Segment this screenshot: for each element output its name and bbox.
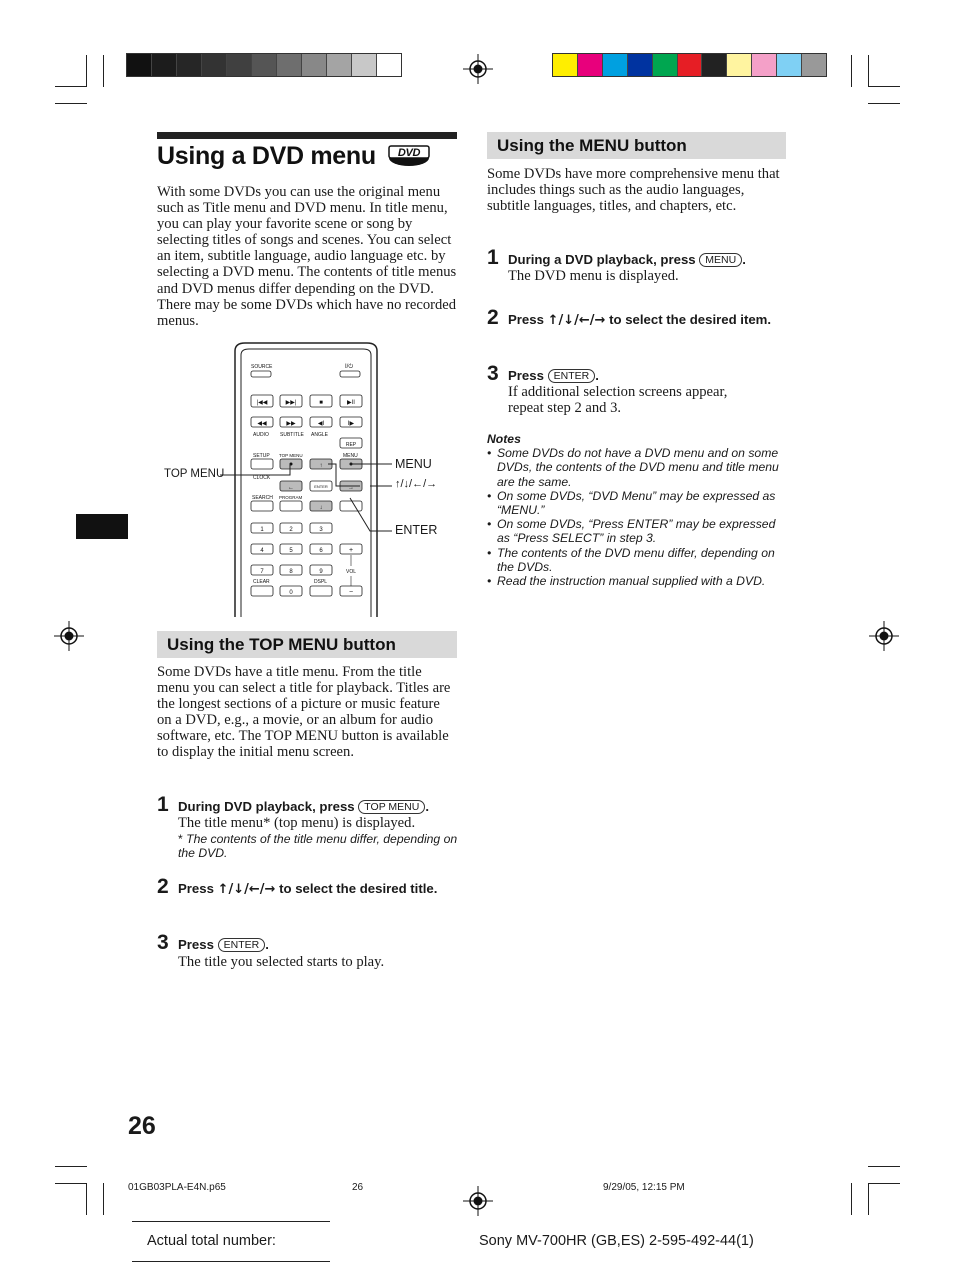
intro-paragraph: With some DVDs you can use the original menu such as Title menu and DVD menu. In title menu, you can play your favorite scene or song by selecting titles of songs and scenes. You can select an item, subtitle language, audio language etc. by selecting a DVD menu. The contents of title menus and DVD menus differ depending on the DVD. There may be some DVDs which have no recorded menus. xyxy=(157,184,457,329)
remote-menu-label: MENU xyxy=(343,453,358,459)
svg-text:VOL: VOL xyxy=(345,569,357,575)
top-menu-footnote: * The contents of the title menu differ, depending on the DVD. xyxy=(178,832,458,861)
calibration-swatch xyxy=(352,54,377,76)
svg-text:3: 3 xyxy=(319,527,323,533)
section-tab-marker xyxy=(76,514,128,539)
remote-clock-label: CLOCK xyxy=(253,475,271,481)
svg-text:■: ■ xyxy=(319,400,323,406)
bullet-icon: • xyxy=(487,446,492,461)
footer-rule-bottom xyxy=(132,1261,330,1262)
notes-title: Notes xyxy=(487,432,521,446)
svg-text:↓: ↓ xyxy=(319,505,323,511)
registration-mark-icon xyxy=(54,621,84,651)
top-menu-intro-block xyxy=(157,664,457,761)
svg-text:▶▶|: ▶▶| xyxy=(285,400,297,406)
menu-intro: Some DVDs have more comprehensive menu that includes things such as the audio languages, subtitle languages, titles, and chapters, etc. xyxy=(487,166,780,215)
top-menu-step-3-heading: Press ENTER . xyxy=(178,937,269,952)
notes-list xyxy=(487,446,787,588)
top-menu-step-2-heading: Press ↑/↓/←/→ to select the desired title. xyxy=(178,881,438,897)
menu-step-2-number: 2 xyxy=(487,306,499,329)
calibration-swatch xyxy=(578,54,603,76)
menu-step-1-heading: During a DVD playback, press MENU . xyxy=(508,252,746,267)
calibration-swatch xyxy=(653,54,678,76)
calibration-swatch xyxy=(752,54,777,76)
note-text: On some DVDs, “Press ENTER” may be expressed as “Press SELECT” in step 3. xyxy=(497,517,776,546)
callout-arrows: ↑/↓/←/→ xyxy=(395,478,438,490)
enter-button-label: ENTER xyxy=(548,369,596,383)
calibration-swatch xyxy=(277,54,302,76)
menu-step-2-heading: Press ↑/↓/←/→ to select the desired item. xyxy=(508,312,772,328)
title-rule xyxy=(157,132,457,139)
remote-program-label: PROGRAM xyxy=(279,495,303,500)
svg-text:5: 5 xyxy=(289,548,293,554)
dvd-logo-text: DVD xyxy=(397,147,420,159)
calibration-swatch xyxy=(202,54,227,76)
svg-text:I▶: I▶ xyxy=(347,421,355,427)
svg-text:9: 9 xyxy=(319,569,323,575)
remote-setup-label: SETUP xyxy=(253,453,270,459)
note-item xyxy=(487,546,787,574)
svg-text:→: → xyxy=(348,485,354,491)
calibration-swatch xyxy=(177,54,202,76)
notes-block xyxy=(487,432,787,588)
calibration-swatch xyxy=(702,54,727,76)
bullet-icon: • xyxy=(487,545,492,560)
remote-enter-label: ENTER xyxy=(314,484,328,489)
remote-audio-label: AUDIO xyxy=(253,432,269,438)
top-menu-step-1-heading: During DVD playback, press TOP MENU . xyxy=(178,799,430,814)
remote-source-button xyxy=(251,371,271,377)
remote-top-menu-label: TOP MENU xyxy=(279,453,303,458)
remote-transport-row-2 xyxy=(251,417,362,427)
top-menu-step-3-body: The title you selected starts to play. xyxy=(178,954,385,970)
registration-mark-icon xyxy=(463,54,493,84)
svg-text:4: 4 xyxy=(260,548,264,554)
menu-step-1-number: 1 xyxy=(487,246,499,269)
calibration-swatch xyxy=(603,54,628,76)
page-number: 26 xyxy=(128,1112,156,1140)
remote-transport-row-1 xyxy=(251,395,362,407)
menu-button-label: MENU xyxy=(699,253,742,267)
svg-text:▶▶: ▶▶ xyxy=(286,421,296,427)
svg-text:▶II: ▶II xyxy=(347,400,355,406)
remote-angle-label: ANGLE xyxy=(311,432,328,438)
note-text: On some DVDs, “DVD Menu” may be expressed as “MENU.” xyxy=(497,488,776,518)
remote-source-label: SOURCE xyxy=(251,364,273,370)
calibration-swatch xyxy=(553,54,578,76)
calibration-swatch xyxy=(302,54,327,76)
menu-intro-block xyxy=(487,166,783,214)
color-calibration-bar xyxy=(552,53,827,77)
note-text: Read the instruction manual supplied with a DVD. xyxy=(497,574,766,589)
top-menu-step-1-number: 1 xyxy=(157,793,169,816)
calibration-swatch xyxy=(127,54,152,76)
footer-file-name: 01GB03PLA-E4N.p65 xyxy=(128,1182,226,1193)
svg-text:2: 2 xyxy=(289,527,293,533)
svg-text:−: − xyxy=(348,589,354,596)
svg-text:|◀◀: |◀◀ xyxy=(256,400,268,406)
remote-power-button xyxy=(340,371,360,377)
svg-text:1: 1 xyxy=(260,527,264,533)
callout-menu: MENU xyxy=(395,457,432,471)
calibration-swatch xyxy=(227,54,252,76)
top-menu-step-3-number: 3 xyxy=(157,931,169,954)
svg-text:7: 7 xyxy=(260,569,264,575)
top-menu-step-1-body: The title menu* (top menu) is displayed. xyxy=(178,815,416,831)
footer-date: 9/29/05, 12:15 PM xyxy=(603,1182,685,1193)
svg-text:+: + xyxy=(348,547,354,554)
svg-text:↑: ↑ xyxy=(319,463,323,469)
svg-text:8: 8 xyxy=(289,569,293,575)
bullet-icon: • xyxy=(487,574,492,589)
dvd-logo-icon xyxy=(387,144,431,168)
remote-subtitle-label: SUBTITLE xyxy=(280,432,304,438)
callout-enter: ENTER xyxy=(395,523,438,537)
footer-rule-top xyxy=(132,1221,330,1222)
note-text: The contents of the DVD menu differ, depending on the DVDs. xyxy=(497,545,775,574)
bullet-icon: • xyxy=(487,517,492,532)
arrow-keys-icon: ↑/↓/←/→ xyxy=(547,313,606,328)
svg-text:◀I: ◀I xyxy=(317,421,325,427)
calibration-swatch xyxy=(377,54,401,76)
calibration-swatch xyxy=(252,54,277,76)
top-menu-step-2-number: 2 xyxy=(157,875,169,898)
top-menu-section-heading: Using the TOP MENU button xyxy=(157,631,457,658)
note-text: Some DVDs do not have a DVD menu and on some DVDs, the contents of the DVD menu and title menu are the same. xyxy=(497,446,779,489)
note-item xyxy=(487,446,787,489)
svg-text:0: 0 xyxy=(289,590,293,596)
menu-step-3-body: If additional selection screens appear, repeat step 2 and 3. xyxy=(508,384,728,417)
note-item xyxy=(487,489,787,517)
calibration-swatch xyxy=(628,54,653,76)
footer-model: Sony MV-700HR (GB,ES) 2-595-492-44(1) xyxy=(479,1233,754,1249)
remote-search-label: SEARCH xyxy=(252,495,273,501)
note-item xyxy=(487,574,787,588)
top-menu-button-label: TOP MENU xyxy=(358,800,425,814)
arrow-keys-icon: ↑/↓/←/→ xyxy=(217,882,276,897)
bullet-icon: • xyxy=(487,488,492,503)
svg-text:←: ← xyxy=(288,485,294,491)
menu-step-3-heading: Press ENTER . xyxy=(508,368,599,383)
remote-power-label: I/⏻ xyxy=(345,364,354,370)
menu-step-1-body: The DVD menu is displayed. xyxy=(508,268,679,284)
page-title xyxy=(157,142,431,171)
enter-button-label: ENTER xyxy=(218,938,266,952)
svg-text:DSPL: DSPL xyxy=(314,579,328,585)
registration-mark-icon xyxy=(869,621,899,651)
menu-section-heading: Using the MENU button xyxy=(487,132,786,159)
calibration-swatch xyxy=(727,54,752,76)
callout-top-menu: TOP MENU xyxy=(164,468,225,480)
svg-text:◀◀: ◀◀ xyxy=(257,421,267,427)
footer-page: 26 xyxy=(352,1182,364,1193)
menu-step-3-number: 3 xyxy=(487,362,499,385)
calibration-swatch xyxy=(777,54,802,76)
intro-block xyxy=(157,184,457,329)
svg-text:6: 6 xyxy=(319,548,323,554)
remote-rep-label: REP xyxy=(345,442,357,448)
page-title-text: Using a DVD menu xyxy=(157,142,376,170)
note-item xyxy=(487,517,787,545)
calibration-swatch xyxy=(802,54,826,76)
svg-text:CLEAR: CLEAR xyxy=(253,579,270,585)
top-menu-intro: Some DVDs have a title menu. From the title menu you can select a title for playback. Titles are the longest sections of a picture or music feature on a DVD, e.g., a movie, or an album for audio software, etc. The TOP MENU button is available to display the initial menu screen. xyxy=(157,664,451,761)
gray-calibration-bar xyxy=(126,53,402,77)
calibration-swatch xyxy=(327,54,352,76)
registration-mark-icon xyxy=(463,1186,493,1216)
calibration-swatch xyxy=(152,54,177,76)
calibration-swatch xyxy=(678,54,703,76)
footer-actual-total: Actual total number: xyxy=(147,1233,276,1249)
